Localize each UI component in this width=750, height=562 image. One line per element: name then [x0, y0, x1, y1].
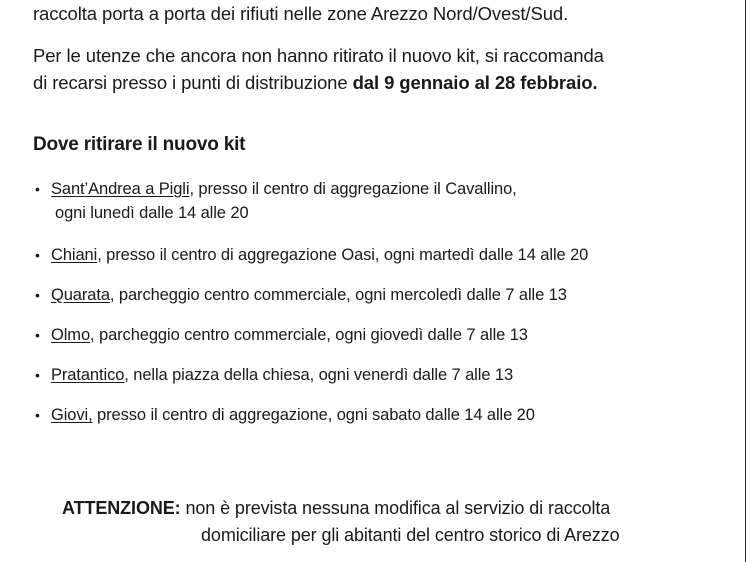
location-name: Sant’Andrea a Pigli [51, 180, 190, 198]
attention-line-1: non è prevista nessuna modifica al servizio di raccolta [180, 498, 611, 518]
bullet-icon: • [35, 407, 40, 423]
distribution-dates: dal 9 gennaio al 28 febbraio. [352, 72, 598, 93]
location-name: Chiani [51, 246, 98, 264]
list-item [35, 363, 735, 387]
list-item [35, 283, 735, 307]
bullet-icon: • [35, 367, 40, 383]
bullet-icon: • [35, 247, 40, 263]
location-detail: , nella piazza della chiesa, ogni venerdì dalle 7 alle 13 [124, 366, 514, 384]
intro-paragraph-end: raccolta porta a porta dei rifiuti nelle zone Arezzo Nord/Ovest/Sud. [33, 3, 569, 24]
location-detail: , presso il centro di aggregazione il Cavallino, [189, 180, 517, 198]
bullet-icon: • [35, 287, 40, 303]
bullet-icon: • [35, 181, 40, 197]
location-detail: presso il centro di aggregazione, ogni sabato dalle 14 alle 20 [92, 406, 535, 424]
list-item [35, 323, 735, 347]
location-name: Pratantico [51, 366, 125, 384]
kit-recommendation-paragraph [33, 42, 604, 96]
recommendation-line-1: Per le utenze che ancora non hanno ritirato il nuovo kit, si raccomanda [33, 45, 604, 66]
location-name: Olmo [51, 326, 91, 344]
location-schedule: ogni lunedì dalle 14 alle 20 [55, 204, 249, 222]
attention-note [62, 495, 620, 549]
location-detail: , parcheggio centro commerciale, ogni giovedì dalle 7 alle 13 [90, 326, 528, 344]
location-name: Giovi, [51, 406, 93, 424]
page-border [745, 0, 746, 562]
attention-label: ATTENZIONE: [62, 498, 181, 518]
location-detail: , parcheggio centro commerciale, ogni mercoledì dalle 7 alle 13 [109, 286, 567, 304]
location-name: Quarata [51, 286, 110, 304]
section-title: Dove ritirare il nuovo kit [33, 134, 246, 155]
list-item [35, 177, 735, 225]
list-item [35, 403, 735, 427]
list-item [35, 243, 735, 267]
location-detail: , presso il centro di aggregazione Oasi, ogni martedì dalle 14 alle 20 [97, 246, 589, 264]
attention-line-2: domiciliare per gli abitanti del centro storico di Arezzo [201, 525, 620, 545]
recommendation-line-2: di recarsi presso i punti di distribuzione [33, 72, 353, 93]
bullet-icon: • [35, 327, 40, 343]
